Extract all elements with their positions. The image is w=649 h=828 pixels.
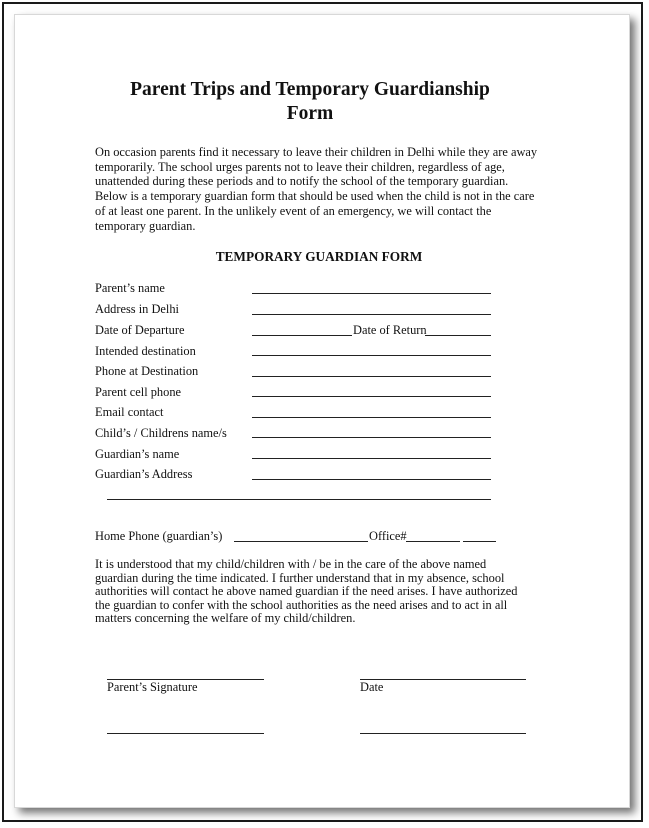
office-line-2[interactable]: [463, 541, 496, 542]
email-contact-label: Email contact: [95, 405, 164, 419]
second-signature-line[interactable]: [107, 733, 264, 734]
title-line-1: Parent Trips and Temporary Guardianship: [130, 79, 490, 100]
office-line-1[interactable]: [406, 541, 460, 542]
date-label: Date: [360, 680, 384, 694]
parent-cell-phone-line[interactable]: [252, 396, 491, 397]
form-subtitle: TEMPORARY GUARDIAN FORM: [215, 249, 423, 264]
consent-paragraph: It is understood that my child/children with / be in the care of the above named guardian during the time indicated. I further understand that in my absence, school authorities will contact he above named guardian if the need arises. I have authorized the guardian to confer with the school authorities as the need arises and to act in all matters concerning the welfare of my child/children.: [95, 557, 518, 626]
intended-destination-line[interactable]: [252, 355, 491, 356]
childs-name-label: Child’s / Childrens name/s: [95, 426, 227, 440]
guardians-address-line-2[interactable]: [107, 499, 491, 500]
parent-cell-phone-label: Parent cell phone: [95, 385, 182, 399]
home-phone-line[interactable]: [234, 541, 368, 542]
intro-paragraph: On occasion parents find it necessary to leave their children in Delhi while they are away temporarily. The school urges parents not to leave their children, regardless of age, unattended during these periods and to notify the school of the temporary guardian. Below is a temporary guardian form that should be used when the child is not in the care of at least one parent. In the unlikely event of an emergency, we will contact the temporary guardian.: [95, 145, 538, 233]
address-in-delhi-line[interactable]: [252, 314, 491, 315]
date-of-departure-line[interactable]: [252, 335, 352, 336]
date-of-departure-label: Date of Departure: [95, 323, 185, 337]
date-of-return-line[interactable]: [425, 335, 491, 336]
phone-at-destination-line[interactable]: [252, 376, 491, 377]
guardians-name-label: Guardian’s name: [95, 447, 180, 461]
guardians-address-line[interactable]: [252, 479, 491, 480]
date-line[interactable]: [360, 679, 526, 680]
guardians-address-label: Guardian’s Address: [95, 467, 193, 481]
second-date-line[interactable]: [360, 733, 526, 734]
intended-destination-label: Intended destination: [95, 344, 196, 358]
phone-at-destination-label: Phone at Destination: [95, 364, 199, 378]
parents-name-label: Parent’s name: [95, 281, 165, 295]
title-line-2: Form: [286, 103, 334, 124]
guardians-name-line[interactable]: [252, 458, 491, 459]
office-label: Office#: [369, 529, 407, 543]
date-of-return-label: Date of Return: [353, 323, 427, 337]
parent-signature-label: Parent’s Signature: [107, 680, 198, 694]
email-contact-line[interactable]: [252, 417, 491, 418]
parents-name-line[interactable]: [252, 293, 491, 294]
home-phone-label: Home Phone (guardian’s): [95, 529, 223, 543]
form-title: [60, 78, 560, 126]
address-in-delhi-label: Address in Delhi: [95, 302, 179, 316]
childs-name-line[interactable]: [252, 437, 491, 438]
